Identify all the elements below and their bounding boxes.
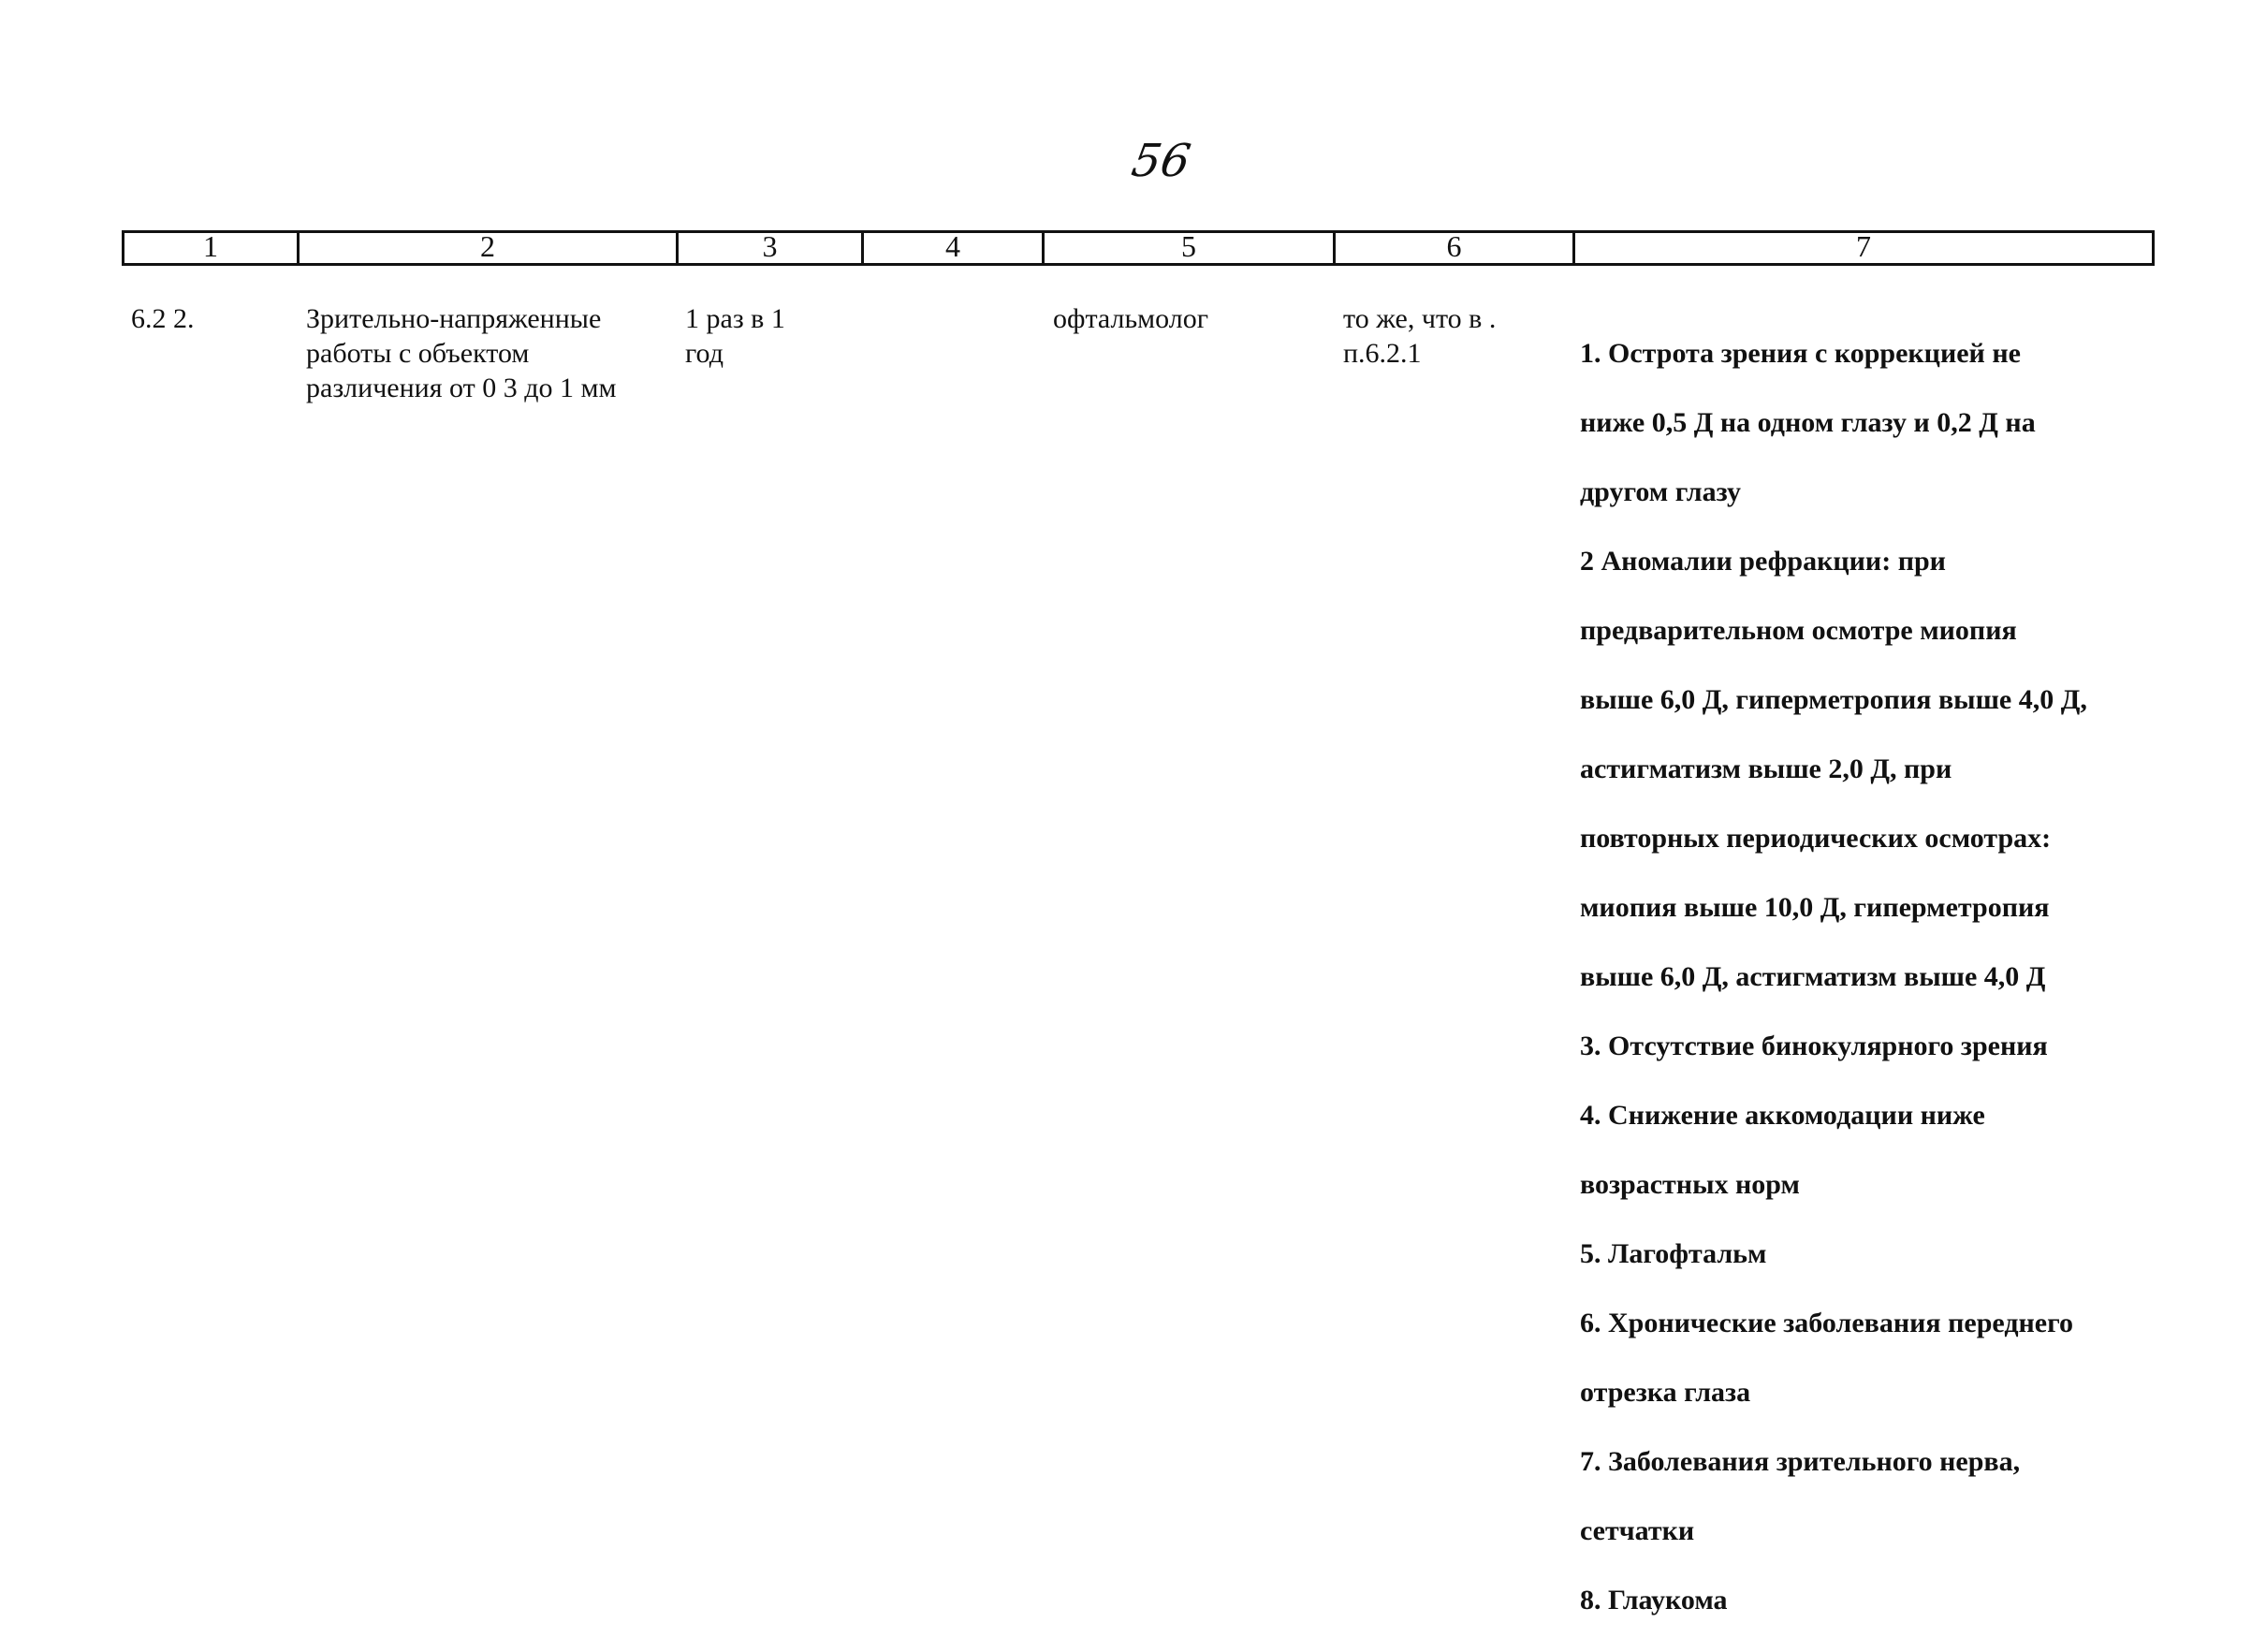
column-header-6: 6 — [1336, 233, 1575, 263]
contraindication-line: 7. Заболевания зрительного нерва, — [1580, 1446, 2021, 1477]
contraindication-line: 1. Острота зрения с коррекцией не — [1580, 338, 2021, 369]
column-header-4: 4 — [864, 233, 1045, 263]
contraindication-line: миопия выше 10,0 Д, гиперметропия — [1580, 892, 2050, 923]
contraindication-line: астигматизм выше 2,0 Д, при — [1580, 753, 1952, 784]
contraindication-line: возрастных норм — [1580, 1169, 1800, 1200]
contraindications-cell — [1580, 301, 2142, 1652]
row-number-cell: 6.2 2. — [131, 303, 195, 334]
contraindication-line: 5. Лагофтальм — [1580, 1238, 1767, 1269]
contraindication-line: выше 6,0 Д, гиперметропия выше 4,0 Д, — [1580, 684, 2087, 715]
contraindication-line: предварительном осмотре миопия — [1580, 615, 2017, 646]
contraindication-line: 6. Хронические заболевания переднего — [1580, 1308, 2073, 1338]
contraindication-line: 8. Глаукома — [1580, 1585, 1728, 1615]
table-header-row — [122, 230, 2155, 266]
contraindication-line: выше 6,0 Д, астигматизм выше 4,0 Д — [1580, 961, 2046, 992]
contraindication-line: ниже 0,5 Д на одном глазу и 0,2 Д на — [1580, 407, 2036, 438]
column-header-1: 1 — [124, 233, 300, 263]
column-header-3: 3 — [679, 233, 864, 263]
contraindication-line: 3. Отсутствие бинокулярного зрения — [1580, 1031, 2048, 1061]
contraindication-line: другом глазу — [1580, 476, 1742, 507]
column-header-2: 2 — [300, 233, 679, 263]
column-header-5: 5 — [1045, 233, 1336, 263]
contraindication-line: отрезка глаза — [1580, 1377, 1751, 1408]
tests-cell: то же, что в . п.6.2.1 — [1343, 303, 1497, 369]
contraindication-line: повторных периодических осмотрах: — [1580, 823, 2052, 854]
contraindication-line: 4. Снижение аккомодации ниже — [1580, 1100, 1985, 1131]
column-header-7: 7 — [1856, 233, 1871, 263]
work-type-cell: Зрительно-напряженные работы с объектом различения от 0 3 до 1 мм — [306, 303, 617, 403]
page-number: 56 — [1128, 135, 1195, 187]
specialist-cell: офтальмолог — [1053, 303, 1209, 334]
frequency-cell: 1 раз в 1 год — [685, 303, 785, 369]
contraindication-line: сетчатки — [1580, 1515, 1695, 1546]
contraindication-line: 2 Аномалии рефракции: при — [1580, 546, 1946, 577]
